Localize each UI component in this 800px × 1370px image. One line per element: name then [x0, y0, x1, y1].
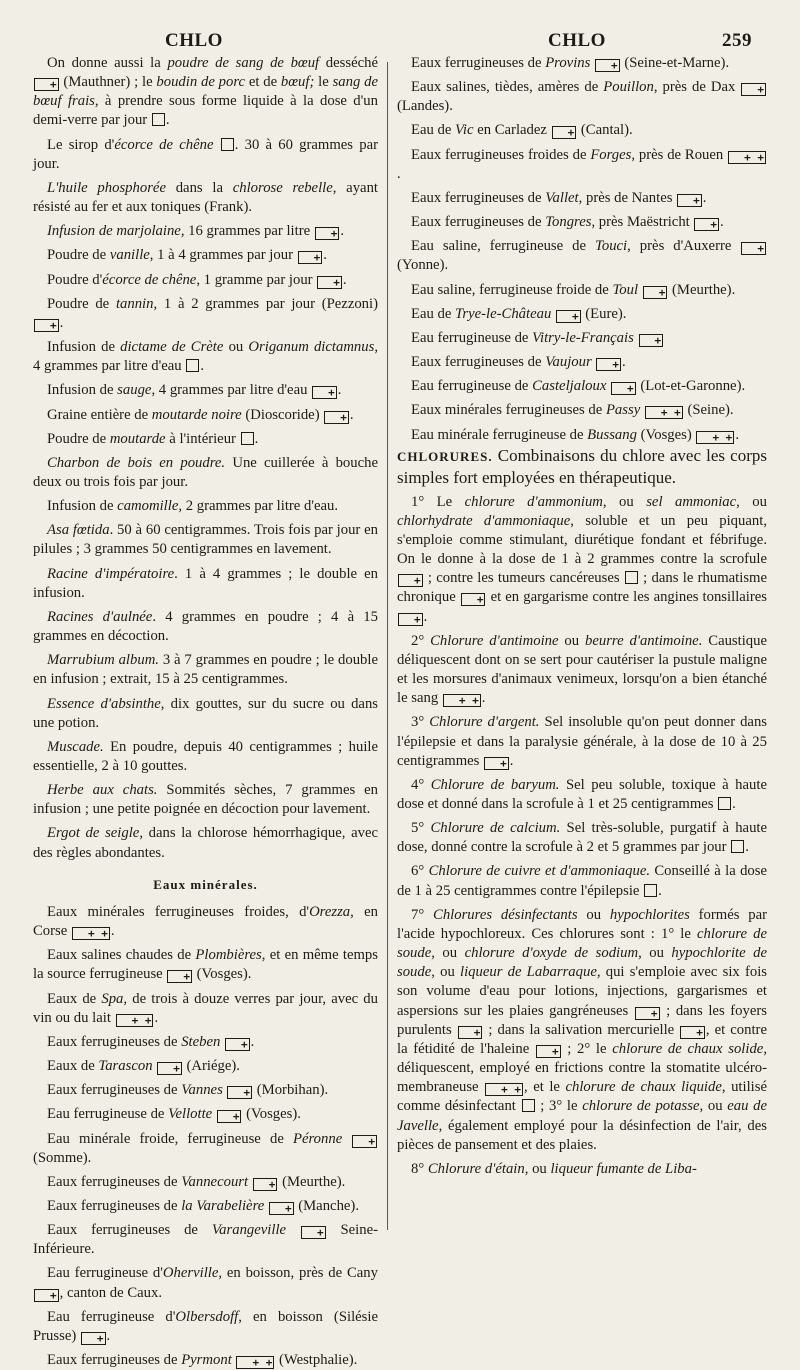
remedy-mark-icon — [643, 286, 668, 299]
remedy-mark-icon — [217, 1110, 242, 1123]
text-paragraph: On donne aussi la poudre de sang de bœuf desséché + (Mauthner) ; le boudin de porc et de bœuf; le sang de bœuf frais, à prendre sous forme liquide à la dose d'un demi-verre par jour . — [33, 54, 378, 131]
text-paragraph: Eau de Vic en Carladez + (Cantal). — [397, 121, 767, 140]
remedy-mark-icon — [694, 218, 719, 231]
remedy-mark-icon — [536, 1045, 561, 1058]
text-paragraph: Eau saline, ferrugineuse de Touci, près d'Auxerre + (Yonne). — [397, 237, 767, 275]
remedy-mark-icon — [317, 276, 342, 289]
text-paragraph: Eau minérale froide, ferrugineuse de Péronne + (Somme). — [33, 1130, 378, 1168]
article-heading-chlorures: CHLORURES. Combinaisons du chlore avec les corps simples fort employées en thérapeutique. — [397, 445, 767, 487]
remedy-mark-icon — [484, 757, 509, 770]
remedy-mark-icon — [741, 242, 766, 255]
text-paragraph: 5° Chlorure de calcium. Sel très-soluble, purgatif à haute dose, donné contre la scrofule à 2 et 5 grammes par jour . — [397, 820, 768, 856]
text-paragraph: Ergot de seigle, dans la chlorose hémorrhagique, avec des règles abondantes. — [33, 825, 378, 861]
remedy-mark-icon — [635, 1007, 660, 1020]
remedy-mark-icon — [352, 1135, 377, 1148]
text-paragraph: Muscade. En poudre, depuis 40 centigrammes ; huile essentielle, 2 à 10 gouttes. — [33, 738, 378, 774]
remedy-mark-icon — [485, 1083, 523, 1096]
remedy-mark-icon — [644, 884, 657, 897]
text-paragraph: Le sirop d'écorce de chêne . 30 à 60 grammes par jour. — [33, 136, 378, 172]
remedy-mark-icon — [225, 1038, 250, 1051]
remedy-mark-icon — [315, 227, 340, 240]
remedy-mark-icon — [443, 694, 481, 707]
text-paragraph: Eau de Trye-le-Château + (Eure). — [397, 305, 767, 324]
remedy-mark-icon — [611, 382, 636, 395]
remedy-mark-icon — [645, 406, 683, 419]
text-paragraph: Poudre de tannin, 1 à 2 grammes par jour (Pezzoni) +. — [33, 295, 378, 333]
text-paragraph: Eaux salines, tièdes, amères de Pouillon, près de Dax + (Landes). — [397, 78, 767, 116]
text-paragraph: 6° Chlorure de cuivre et d'ammoniaque. Conseillé à la dose de 1 à 25 centigrammes contre l'épilepsie . — [397, 863, 767, 899]
remedy-mark-icon — [522, 1099, 535, 1112]
remedy-mark-icon — [236, 1356, 274, 1369]
text-paragraph: Infusion de camomille, 2 grammes par litre d'eau. — [47, 498, 339, 515]
text-paragraph: Eaux minérales ferrugineuses froides, d'Orezza, en Corse + + . — [33, 903, 378, 941]
text-paragraph: L'huile phosphorée dans la chlorose rebelle, ayant résisté au fer et aux toniques (Frank). — [33, 179, 378, 216]
header-left-title: CHLO — [165, 30, 223, 51]
text-paragraph: Eaux de Tarascon + (Ariége). — [33, 1057, 378, 1076]
remedy-mark-icon — [398, 574, 423, 587]
section-heading: Eaux minérales. — [153, 876, 258, 892]
remedy-mark-icon — [728, 151, 766, 164]
remedy-mark-icon — [34, 78, 59, 91]
text-paragraph: Poudre d'écorce de chêne, 1 gramme par jour +. — [33, 271, 378, 290]
remedy-mark-icon — [696, 431, 734, 444]
remedy-mark-icon — [253, 1178, 278, 1191]
remedy-mark-icon — [269, 1202, 294, 1215]
text-paragraph: 2° Chlorure d'antimoine ou beurre d'antimoine. Caustique déliquescent dont on se sert pour cautériser la pustule maligne et les morsures d'animaux venimeux, lorsqu'on a bien étanché le sang + + . — [397, 632, 767, 709]
text-paragraph: Eaux ferrugineuses de Pyrmont + + (Westphalie). — [33, 1351, 378, 1370]
text-paragraph: Eaux ferrugineuses froides de Forges, près de Rouen + +. — [397, 146, 767, 184]
text-paragraph: Eaux salines chaudes de Plombières, et en même temps la source ferrugineuse + (Vosges). — [33, 946, 378, 984]
remedy-mark-icon — [167, 970, 192, 983]
remedy-mark-icon — [34, 319, 59, 332]
remedy-mark-icon — [731, 840, 744, 853]
remedy-mark-icon — [324, 411, 349, 424]
remedy-mark-icon — [81, 1332, 106, 1345]
remedy-mark-icon — [625, 571, 638, 584]
text-paragraph: Eau minérale ferrugineuse de Bussang (Vosges) + + . — [397, 426, 767, 445]
remedy-mark-icon — [677, 194, 702, 207]
text-paragraph: 7° Chlorures désinfectants ou hypochlorites formés par l'acide hypochloreux. Ces chlorures sont : 1° le chlorure de soude, ou chlorure d'oxyde de sodium, ou hypochlorite de soude, ou liqueur de Labarraque, qui s'emploie avec six fois son volume d'eau pour lotions, injections, gargarismes et aspersions sur les plaies gangréneuses + ; dans les foyers purulents + ; dans la salivation mercurielle +, et contre la fétidité de l'haleine + ; 2° le chlorure de chaux solide, déliquescent, employé en frictions contre la stomatite ulcéro-membraneuse + + , et le chlorure de chaux liquide, utilisé comme désinfectant ; 3° le chlorure de potasse, ou eau de Javelle, également employé pour la désinfection de l'air, des pièces de pansement et des plaies. — [397, 906, 767, 1155]
text-paragraph: Eaux ferrugineuses de Tongres, près Maëstricht +. — [397, 213, 767, 232]
text-paragraph: Eaux ferrugineuses de Vaujour + . — [397, 353, 767, 372]
remedy-mark-icon — [461, 593, 486, 606]
column-divider — [387, 62, 388, 1230]
text-paragraph: Eaux ferrugineuses de Varangeville + Seine-Inférieure. — [33, 1221, 378, 1259]
remedy-mark-icon — [596, 358, 621, 371]
remedy-mark-icon — [186, 359, 199, 372]
remedy-mark-icon — [680, 1026, 705, 1039]
left-column — [33, 54, 378, 1370]
text-paragraph: Eau ferrugineuse d'Oherville, en boisson, près de Cany +, canton de Caux. — [33, 1264, 378, 1302]
text-paragraph: Infusion de dictame de Crète ou Origanum dictamnus, 4 grammes par litre d'eau . — [33, 339, 379, 375]
text-paragraph: Racines d'aulnée. 4 grammes en poudre ; 4 à 15 grammes en décoction. — [33, 608, 378, 645]
text-paragraph: Eaux ferrugineuses de la Varabelière + (Manche). — [33, 1197, 378, 1216]
remedy-mark-icon — [298, 251, 323, 264]
remedy-mark-icon — [741, 83, 766, 96]
remedy-mark-icon — [241, 432, 254, 445]
text-paragraph: Asa fœtida. 50 à 60 centigrammes. Trois fois par jour en pilules ; 3 grammes 50 centigrammes en lavement. — [33, 522, 378, 558]
text-paragraph: Eau ferrugineuse d'Olbersdoff, en boisson (Silésie Prusse) +. — [33, 1308, 378, 1346]
remedy-mark-icon — [157, 1062, 182, 1075]
remedy-mark-icon — [552, 126, 577, 139]
remedy-mark-icon — [152, 113, 165, 126]
text-paragraph: Eaux ferrugineuses de Vannecourt + (Meurthe). — [33, 1173, 378, 1192]
remedy-mark-icon — [301, 1226, 326, 1239]
remedy-mark-icon — [718, 797, 731, 810]
text-paragraph: Marrubium album. 3 à 7 grammes en poudre ; le double en infusion ; extrait, 15 à 25 centigrammes. — [33, 652, 378, 688]
text-paragraph: Charbon de bois en poudre. Une cuillerée à bouche deux ou trois fois par jour. — [33, 454, 378, 490]
remedy-mark-icon — [221, 138, 234, 151]
text-paragraph: Eaux ferrugineuses de Steben + . — [33, 1033, 378, 1052]
text-paragraph: Eaux ferrugineuses de Vallet, près de Nantes +. — [397, 189, 767, 208]
running-header — [0, 30, 800, 56]
remedy-mark-icon — [639, 334, 664, 347]
text-paragraph: Infusion de sauge, 4 grammes par litre d'eau +. — [33, 381, 378, 400]
text-paragraph: Poudre de vanille, 1 à 4 grammes par jour +. — [33, 246, 378, 265]
remedy-mark-icon — [34, 1289, 59, 1302]
text-paragraph: Herbe aux chats. Sommités sèches, 7 grammes en infusion ; une petite poignée en décoction pour lavement. — [33, 782, 378, 818]
text-paragraph: Racine d'impératoire. 1 à 4 grammes ; le double en infusion. — [33, 565, 379, 601]
remedy-mark-icon — [72, 927, 110, 940]
text-paragraph: Eaux ferrugineuses de Provins + (Seine-et-Marne). — [397, 54, 767, 73]
text-paragraph: Eau ferrugineuse de Vitry-le-Français + — [397, 329, 767, 348]
text-paragraph: Eau saline, ferrugineuse froide de Toul + (Meurthe). — [397, 281, 767, 300]
text-paragraph: 1° Le chlorure d'ammonium, ou sel ammoniac, ou chlorhydrate d'ammoniaque, soluble et un peu piquant, s'emploie comme stimulant, diurétique fondant et fébrifuge. On le donne à la dose de 1 à 2 grammes contre la scrofule + ; contre les tumeurs cancéreuses ; dans le rhumatisme chronique + et en gargarisme contre les angines tonsillaires +. — [397, 493, 767, 627]
remedy-mark-icon — [458, 1026, 483, 1039]
text-paragraph: Graine entière de moutarde noire (Dioscoride) +. — [33, 406, 378, 425]
text-paragraph: Eau ferrugineuse de Casteljaloux + (Lot-et-Garonne). — [397, 377, 767, 396]
remedy-mark-icon — [227, 1086, 252, 1099]
text-paragraph: 3° Chlorure d'argent. Sel insoluble qu'on peut donner dans l'épilepsie et dans la paralysie générale, à la dose de 10 à 25 centigrammes +. — [397, 713, 767, 770]
text-paragraph: Infusion de marjolaine, 16 grammes par litre +. — [33, 222, 378, 241]
page-number: 259 — [722, 30, 752, 51]
text-paragraph: Essence d'absinthe, dix gouttes, sur du sucre ou dans une potion. — [33, 695, 379, 731]
text-paragraph: Poudre de moutarde à l'intérieur . — [47, 430, 259, 447]
text-paragraph: Eau ferrugineuse de Vellotte + (Vosges). — [33, 1105, 378, 1124]
text-paragraph: Eaux minérales ferrugineuses de Passy + + (Seine). — [397, 401, 767, 420]
remedy-mark-icon — [595, 59, 620, 72]
remedy-mark-icon — [312, 386, 337, 399]
remedy-mark-icon — [556, 310, 581, 323]
text-paragraph: 8° Chlorure d'étain, ou liqueur fumante de Liba- — [411, 1160, 697, 1177]
remedy-mark-icon — [116, 1014, 154, 1027]
right-column — [397, 54, 767, 1179]
remedy-mark-icon — [398, 613, 423, 626]
text-paragraph: Eaux de Spa, de trois à douze verres par jour, avec du vin ou du lait + + . — [33, 990, 378, 1028]
text-paragraph: Eaux ferrugineuses de Vannes + (Morbihan). — [33, 1081, 378, 1100]
text-paragraph: 4° Chlorure de baryum. Sel peu soluble, toxique à haute dose et donné dans la scrofule à 1 et 25 centigrammes . — [397, 776, 767, 812]
header-right-title: CHLO — [548, 30, 606, 51]
